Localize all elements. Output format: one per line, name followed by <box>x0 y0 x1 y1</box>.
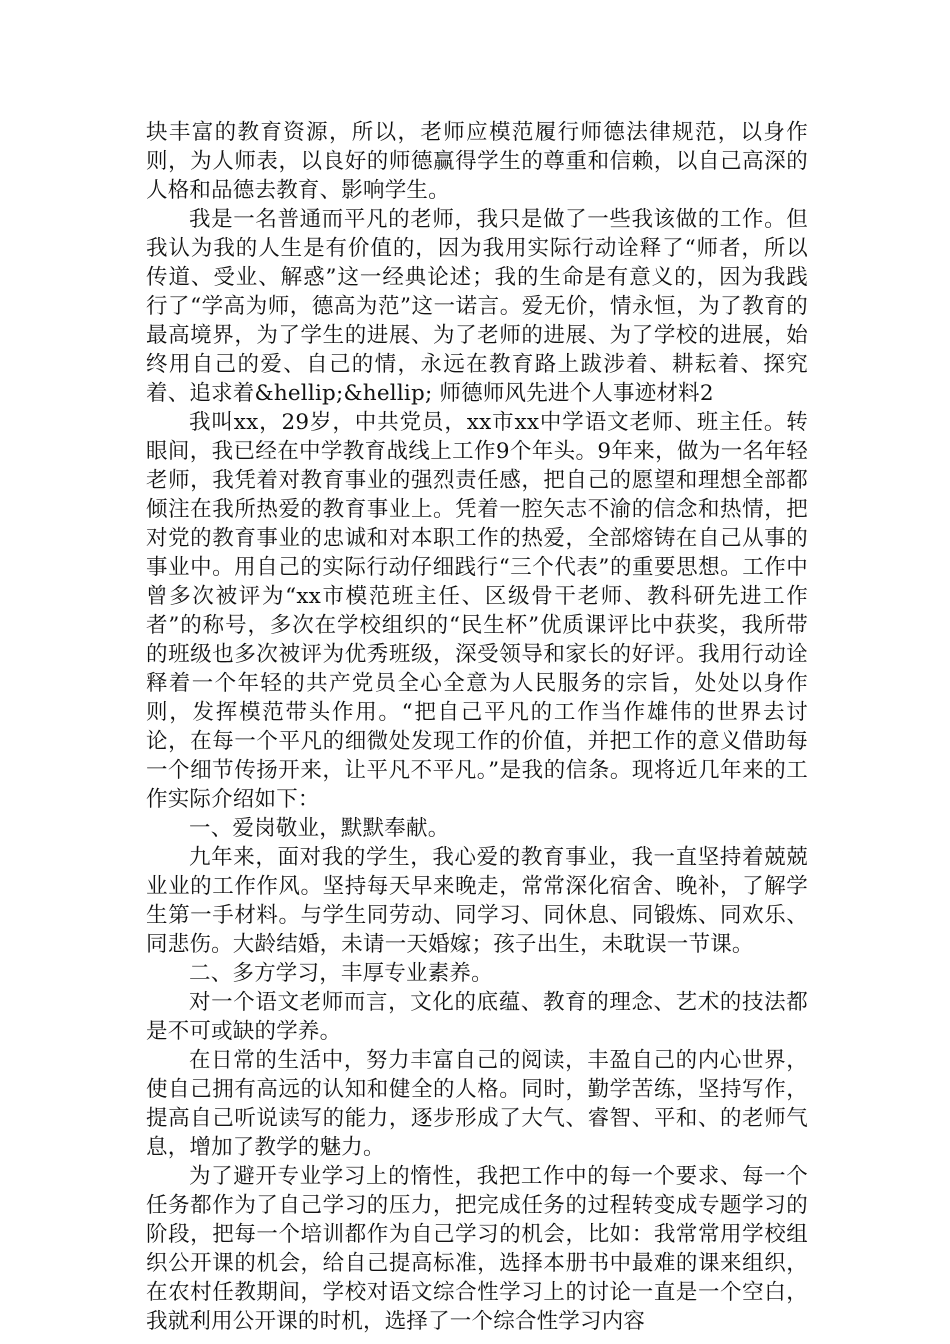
paragraph-1: 块丰富的教育资源，所以，老师应模范履行师德法律规范，以身作则，为人师表，以良好的师德赢得学生的尊重和信赖，以自己高深的人格和品德去教育、影响学生。 <box>146 120 808 203</box>
document-page <box>146 118 808 1336</box>
paragraph-4: 九年来，面对我的学生，我心爱的教育事业，我一直坚持着兢兢业业的工作作风。坚持每天早来晚走，常常深化宿舍、晚补，了解学生第一手材料。与学生同劳动、同学习、同休息、同锻炼、同欢乐、同悲伤。大龄结婚，未请一天婚嫁；孩子出生，未耽误一节课。 <box>146 845 808 957</box>
section-heading-2: 二、多方学习，丰厚专业素养。 <box>189 961 493 986</box>
paragraph-2: 我是一名普通而平凡的老师，我只是做了一些我该做的工作。但我认为我的人生是有价值的，因为我用实际行动诠释了“师者，所以传道、受业、解惑”这一经典论述；我的生命是有意义的，因为我践行了“学高为师，德高为范”这一诺言。爱无价，情永恒，为了教育的最高境界，为了学生的进展、为了老师的进展、为了学校的进展，始终用自己的爱、自己的情，永远在教育路上跋涉着、耕耘着、探究着、追求着&hellip;&hellip; 师德师风先进个人事迹材料2 <box>146 207 808 406</box>
section-heading-1: 一、爱岗敬业，默默奉献。 <box>189 816 450 841</box>
paragraph-7: 为了避开专业学习上的惰性，我把工作中的每一个要求、每一个任务都作为了自己学习的压力，把完成任务的过程转变成专题学习的阶段，把每一个培训都作为自己学习的机会，比如：我常常用学校组织公开课的机会，给自己提高标准，选择本册书中最难的课来组织，在农村任教期间，学校对语文综合性学习上的讨论一直是一个空白，我就利用公开课的时机，选择了一个综合性学习内容 <box>146 1164 808 1334</box>
paragraph-5: 对一个语文老师而言，文化的底蕴、教育的理念、艺术的技法都是不可或缺的学养。 <box>146 990 808 1044</box>
paragraph-3: 我叫xx，29岁，中共党员，xx市xx中学语文老师、班主任。转眼间，我已经在中学教育战线上工作9个年头。9年来，做为一名年轻老师，我凭着对教育事业的强烈责任感，把自己的愿望和理想全部都倾注在我所热爱的教育事业上。凭着一腔矢志不渝的信念和热情，把对党的教育事业的忠诚和对本职工作的热爱，全部熔铸在自己从事的事业中。用自己的实际行动仔细践行“三个代表”的重要思想。工作中曾多次被评为“xx市模范班主任、区级骨干老师、教科研先进工作者”的称号，多次在学校组织的“民生杯”优质课评比中获奖，我所带的班级也多次被评为优秀班级，深受领导和家长的好评。我用行动诠释着一个年轻的共产党员全心全意为人民服务的宗旨，处处以身作则，发挥模范带头作用。“把自己平凡的工作当作雄伟的世界去讨论，在每一个平凡的细微处发现工作的价值，并把工作的意义借助每一个细节传扬开来，让平凡不平凡。”是我的信条。现将近几年来的工作实际介绍如下： <box>146 410 808 812</box>
paragraph-6: 在日常的生活中，努力丰富自己的阅读，丰盈自己的内心世界，使自己拥有高远的认知和健全的人格。同时，勤学苦练，坚持写作，提高自己听说读写的能力，逐步形成了大气、睿智、平和、的老师气息，增加了教学的魅力。 <box>146 1048 808 1160</box>
